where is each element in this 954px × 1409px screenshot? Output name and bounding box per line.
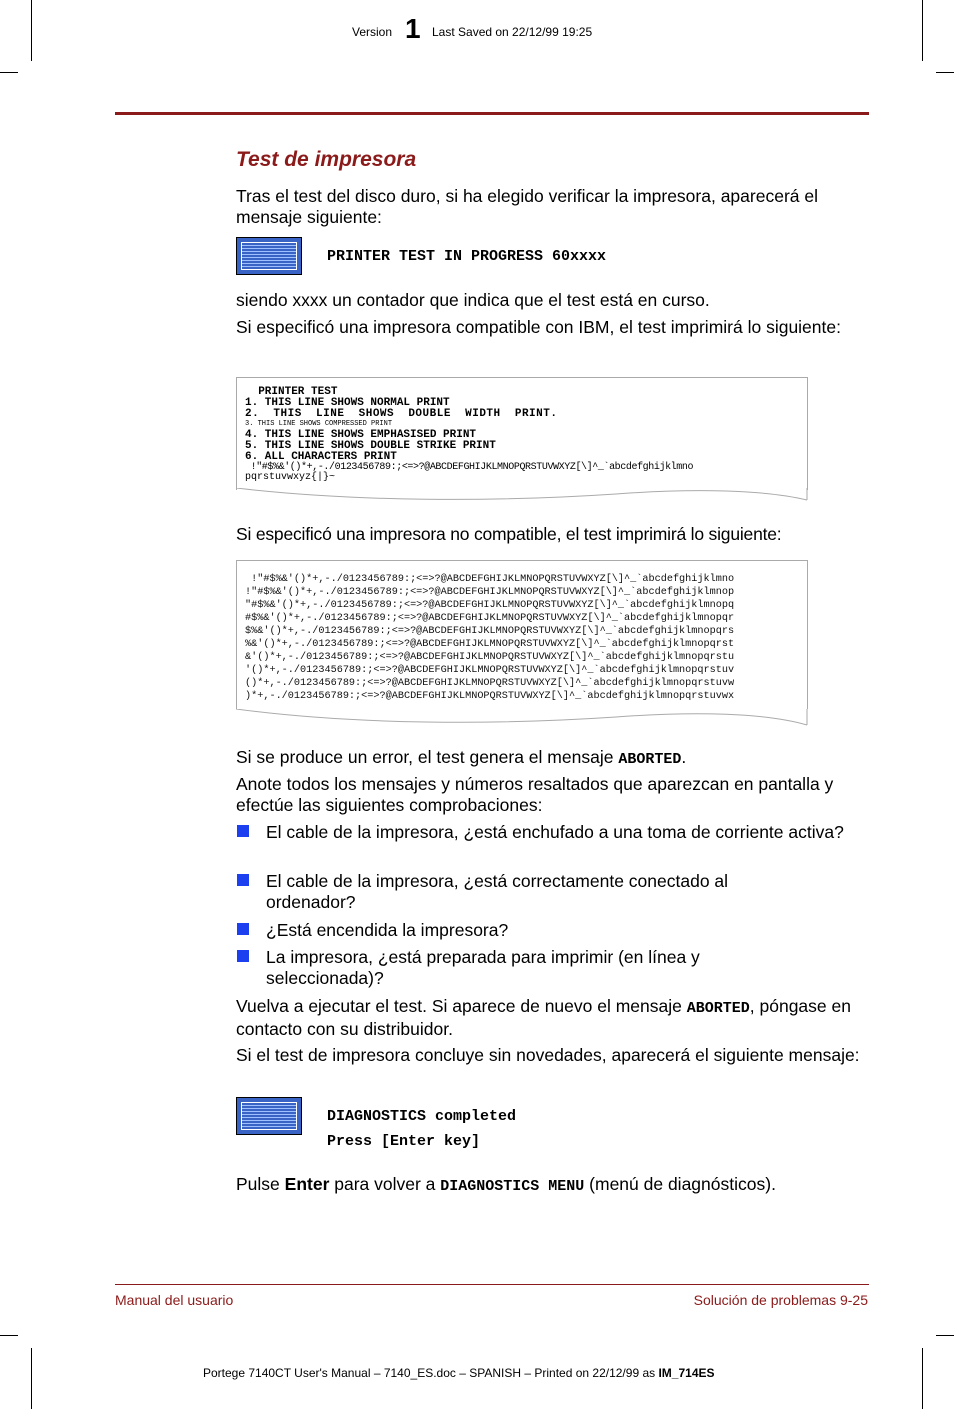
- printout-line: 5. THIS LINE SHOWS DOUBLE STRIKE PRINT: [245, 439, 496, 452]
- printout-line: !"#$%&'()*+,-./0123456789:;<=>?@ABCDEFGHIJKLMNOPQRSTUVWXYZ[\]^_`abcdefghijklmno: [245, 461, 694, 473]
- check-item: El cable de la impresora, ¿está enchufado a una toma de corriente activa?: [266, 822, 844, 842]
- check-item: ¿Está encendida la impresora?: [266, 920, 509, 940]
- check-item: El cable de la impresora, ¿está correctamente conectado al ordenador?: [266, 871, 729, 912]
- last-saved: Last Saved on 22/12/99 19:25: [432, 25, 593, 39]
- ibm-note: Si especificó una impresora compatible con IBM, el test imprimirá lo siguiente:: [236, 317, 841, 337]
- retry-code: ABORTED: [686, 1000, 750, 1017]
- printout-line: "#$%&'()*+,-./0123456789:;<=>?@ABCDEFGHIJKLMNOPQRSTUVWXYZ[\]^_`abcdefghijklmnopq: [245, 600, 735, 611]
- non-ibm-printout: [236, 560, 808, 709]
- final-text-middle: para volver a: [329, 1174, 441, 1194]
- error-text: Si se produce un error, el test genera el mensaje: [236, 747, 619, 767]
- crop-mark: [936, 1335, 954, 1336]
- bullet-icon: [237, 950, 249, 962]
- ibm-printout: [236, 377, 808, 490]
- error-code: ABORTED: [618, 751, 682, 768]
- printout-line: &'()*+,-./0123456789:;<=>?@ABCDEFGHIJKLMNOPQRSTUVWXYZ[\]^_`abcdefghijklmnopqrstu: [245, 652, 735, 663]
- crop-mark: [0, 72, 18, 73]
- printout-line: )*+,-./0123456789:;<=>?@ABCDEFGHIJKLMNOPQRSTUVWXYZ[\]^_`abcdefghijklmnopqrstuvwx: [245, 691, 735, 702]
- non-ibm-note: Si especificó una impresora no compatible, el test imprimirá lo siguiente:: [236, 524, 782, 544]
- error-paragraph: [236, 747, 866, 770]
- diagnostics-menu-label: DIAGNOSTICS MENU: [440, 1178, 585, 1195]
- crop-mark: [31, 1348, 32, 1409]
- printout-line: $%&'()*+,-./0123456789:;<=>?@ABCDEFGHIJKLMNOPQRSTUVWXYZ[\]^_`abcdefghijklmnopqrs: [245, 626, 735, 637]
- printout-line: '()*+,-./0123456789:;<=>?@ABCDEFGHIJKLMNOPQRSTUVWXYZ[\]^_`abcdefghijklmnopqrstuv: [245, 665, 735, 676]
- checks-note: Anote todos los mensajes y números resaltados que aparezcan en pantalla y efectúe las siguientes comprobaciones:: [236, 774, 834, 815]
- intro-paragraph: Tras el test del disco duro, si ha elegido verificar la impresora, aparecerá el mensaje siguiente:: [236, 186, 818, 227]
- printout-line: %&'()*+,-./0123456789:;<=>?@ABCDEFGHIJKLMNOPQRSTUVWXYZ[\]^_`abcdefghijklmnopqrst: [245, 639, 735, 650]
- crop-mark: [922, 0, 923, 61]
- paper-tear-edge: [236, 709, 808, 727]
- printout-line: 2. THIS LINE SHOWS DOUBLE WIDTH PRINT.: [245, 407, 558, 420]
- header-rule: [115, 112, 869, 115]
- enter-key: Enter: [284, 1174, 330, 1194]
- version-number: 1: [405, 13, 421, 44]
- error-text-end: .: [681, 747, 687, 767]
- bullet-icon: [237, 874, 249, 886]
- printout-line: 4. THIS LINE SHOWS EMPHASISED PRINT: [245, 429, 477, 442]
- final-paragraph: [236, 1174, 866, 1197]
- screen-icon: [236, 1097, 302, 1135]
- screen-message-printer-test: PRINTER TEST IN PROGRESS 60xxxx: [327, 248, 607, 265]
- footer-left: Manual del usuario: [115, 1292, 234, 1308]
- printout-line: #$%&'()*+,-./0123456789:;<=>?@ABCDEFGHIJKLMNOPQRSTUVWXYZ[\]^_`abcdefghijklmnopqr: [245, 613, 735, 624]
- version-label: Version: [352, 25, 393, 39]
- printout-line: pqrstuvwxyz{|}~: [245, 472, 336, 484]
- final-text-end: (menú de diagnósticos).: [584, 1174, 776, 1194]
- printout-line: 6. ALL CHARACTERS PRINT: [245, 450, 397, 463]
- printout-line: !"#$%&'()*+,-./0123456789:;<=>?@ABCDEFGHIJKLMNOPQRSTUVWXYZ[\]^_`abcdefghijklmnop: [245, 587, 735, 598]
- printout-line: ()*+,-./0123456789:;<=>?@ABCDEFGHIJKLMNOPQRSTUVWXYZ[\]^_`abcdefghijklmnopqrstuvw: [245, 678, 735, 689]
- crop-mark: [936, 72, 954, 73]
- crop-mark: [0, 1335, 18, 1336]
- printout-line: 3. THIS LINE SHOWS COMPRESSED PRINT: [245, 420, 393, 429]
- footer-right: Solución de problemas 9-25: [693, 1292, 868, 1308]
- retry-text-end: , póngase en contacto con su distribuidor.: [236, 996, 851, 1039]
- crop-mark: [922, 1348, 923, 1409]
- print-info-code: IM_714ES: [658, 1366, 715, 1380]
- print-info-text: Portege 7140CT User's Manual – 7140_ES.doc – SPANISH – Printed on 22/12/99 as: [203, 1366, 659, 1380]
- printout-line: PRINTER TEST: [245, 386, 338, 398]
- check-item: La impresora, ¿está preparada para imprimir (en línea y seleccionada)?: [266, 947, 700, 988]
- retry-text: Vuelva a ejecutar el test. Si aparece de nuevo el mensaje: [236, 996, 687, 1016]
- crop-mark: [31, 0, 32, 61]
- section-title: Test de impresora: [236, 148, 417, 171]
- counter-note: siendo xxxx un contador que indica que el test está en curso.: [236, 290, 710, 310]
- bullet-icon: [237, 923, 249, 935]
- footer-rule: [115, 1284, 869, 1285]
- screen-message-press-enter: Press [Enter key]: [327, 1133, 481, 1150]
- screen-icon: [236, 237, 302, 275]
- printout-line: !"#$%&'()*+,-./0123456789:;<=>?@ABCDEFGHIJKLMNOPQRSTUVWXYZ[\]^_`abcdefghijklmno: [245, 574, 735, 585]
- printout-line: 1. THIS LINE SHOWS NORMAL PRINT: [245, 396, 450, 409]
- final-text: Pulse: [236, 1174, 285, 1194]
- success-note: Si el test de impresora concluye sin novedades, aparecerá el siguiente mensaje:: [236, 1045, 860, 1065]
- paper-tear-edge: [236, 488, 808, 504]
- bullet-icon: [237, 825, 249, 837]
- print-info: [203, 1366, 715, 1380]
- retry-paragraph: [236, 996, 866, 1040]
- screen-message-diagnostics-completed: DIAGNOSTICS completed: [327, 1108, 517, 1125]
